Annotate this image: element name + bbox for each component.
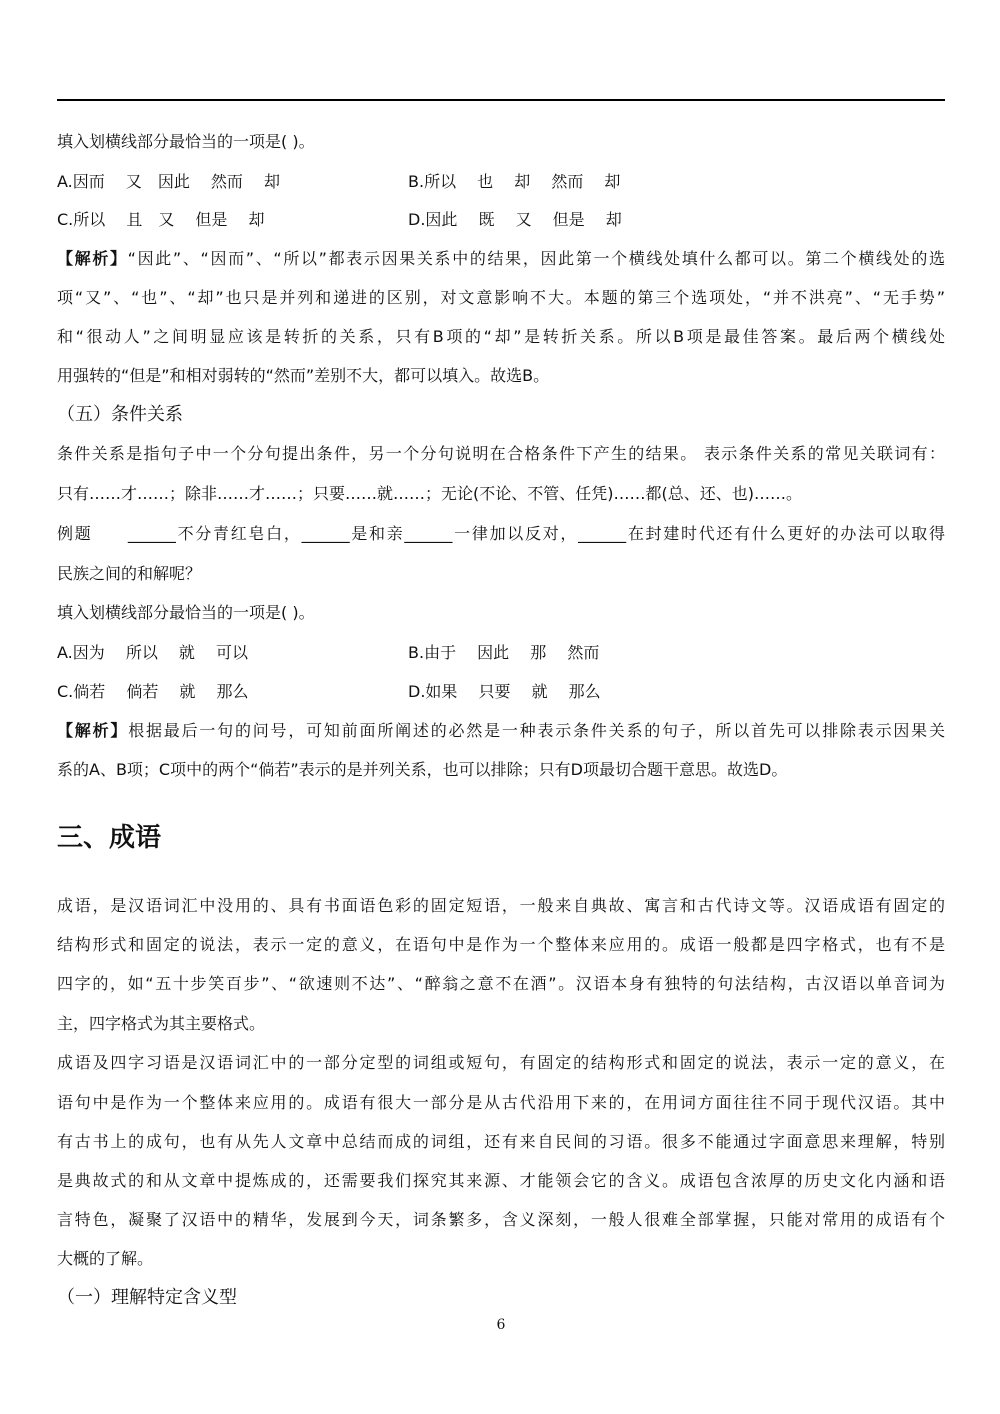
q1-option-b: B.所以 也 却 然而 却 [408,172,621,191]
q2-analysis-tag: 【解析】 [57,721,129,740]
para2-line-4: 是典故式的和从文章中提炼成的，还需要我们探究其来源、才能领会它的含义。成语包含浓厚的历史文化内涵和语 [57,1171,945,1190]
q1-option-d: D.因此 既 又 但是 却 [408,210,622,229]
q1-prompt: 填入划横线部分最恰当的一项是( )。 [57,132,315,151]
q2-prompt: 填入划横线部分最恰当的一项是( )。 [57,603,315,622]
q1-analysis-line-1 [57,249,945,269]
header-rule [57,99,945,101]
para1-line-1: 成语，是汉语词汇中没用的、具有书面语色彩的固定短语，一般来自典故、寓言和古代诗文等。汉语成语有固定的 [57,896,945,915]
q2-analysis-text: 根据最后一句的问号，可知前面所阐述的必然是一种表示条件关系的句子，所以首先可以排除表示因果关 [128,721,945,740]
section-title: 三、成语 [57,823,162,853]
section3-sub-heading: （一）理解特定含义型 [57,1287,237,1308]
para2-line-5: 言特色，凝聚了汉语中的精华，发展到今天，词条繁多，含义深刻，一般人很难全部掌握，只能对常用的成语有个 [57,1210,945,1229]
q1-option-a: A.因而 又 因此 然而 却 [57,172,281,191]
para1-line-3: 四字的，如“五十步笑百步”、“欲速则不达”、“醉翁之意不在酒”。汉语本身有独特的句法结构，古汉语以单音词为 [57,974,945,993]
q1-analysis-line-3: 和“很动人”之间明显应该是转折的关系，只有B项的“却”是转折关系。所以B项是最佳答案。最后两个横线处 [57,327,945,346]
q1-option-c: C.所以 且 又 但是 却 [57,210,265,229]
q2-option-b: B.由于 因此 那 然而 [408,643,600,662]
q2-analysis-line-2: 系的A、B项；C项中的两个“倘若”表示的是并列关系，也可以排除；只有D项最切合题干意思。故选D。 [57,760,788,779]
example-line-1: 例题 ______不分青红皂白，______是和亲______一律加以反对，______在封建时代还有什么更好的办法可以取得 [57,524,945,543]
q1-analysis-line-4: 用强转的“但是”和相对弱转的“然而”差别不大，都可以填入。故选B。 [57,366,550,385]
q1-analysis-tag: 【解析】 [57,249,128,268]
subsection-intro-line-2: 只有……才……；除非……才……；只要……就……；无论(不论、不管、任凭)……都(总、还、也)……。 [57,484,802,503]
para2-line-6: 大概的了解。 [57,1249,154,1268]
example-line-2: 民族之间的和解呢？ [57,564,202,583]
subsection-heading: （五）条件关系 [57,404,183,425]
page-number: 6 [496,1317,506,1333]
q2-option-a: A.因为 所以 就 可以 [57,643,249,662]
q1-analysis-line-2: 项“又”、“也”、“却”也只是并列和递进的区别，对文意影响不大。本题的第三个选项处，“并不洪亮”、“无手势” [57,288,945,307]
para2-line-1: 成语及四字习语是汉语词汇中的一部分定型的词组或短句，有固定的结构形式和固定的说法，表示一定的意义，在 [57,1053,945,1072]
para2-line-2: 语句中是作为一个整体来应用的。成语有很大一部分是从古代沿用下来的，在用词方面往往不同于现代汉语。其中 [57,1093,945,1112]
para2-line-3: 有古书上的成句，也有从先人文章中总结而成的词组，还有来自民间的习语。很多不能通过字面意思来理解，特别 [57,1132,945,1151]
para1-line-4: 主，四字格式为其主要格式。 [57,1014,266,1033]
q2-analysis-line-1 [57,721,945,741]
document-page [57,0,945,1414]
q1-analysis-text: “因此”、“因而”、“所以”都表示因果关系中的结果，因此第一个横线处填什么都可以。第二个横线处的选 [127,249,945,268]
q2-option-c: C.倘若 倘若 就 那么 [57,682,249,701]
para1-line-2: 结构形式和固定的说法，表示一定的意义，在语句中是作为一个整体来应用的。成语一般都是四字格式，也有不是 [57,935,945,954]
subsection-intro-line-1: 条件关系是指句子中一个分句提出条件，另一个分句说明在合格条件下产生的结果。 表示条件关系的常见关联词有： [57,444,945,463]
q2-option-d: D.如果 只要 就 那么 [408,682,601,701]
